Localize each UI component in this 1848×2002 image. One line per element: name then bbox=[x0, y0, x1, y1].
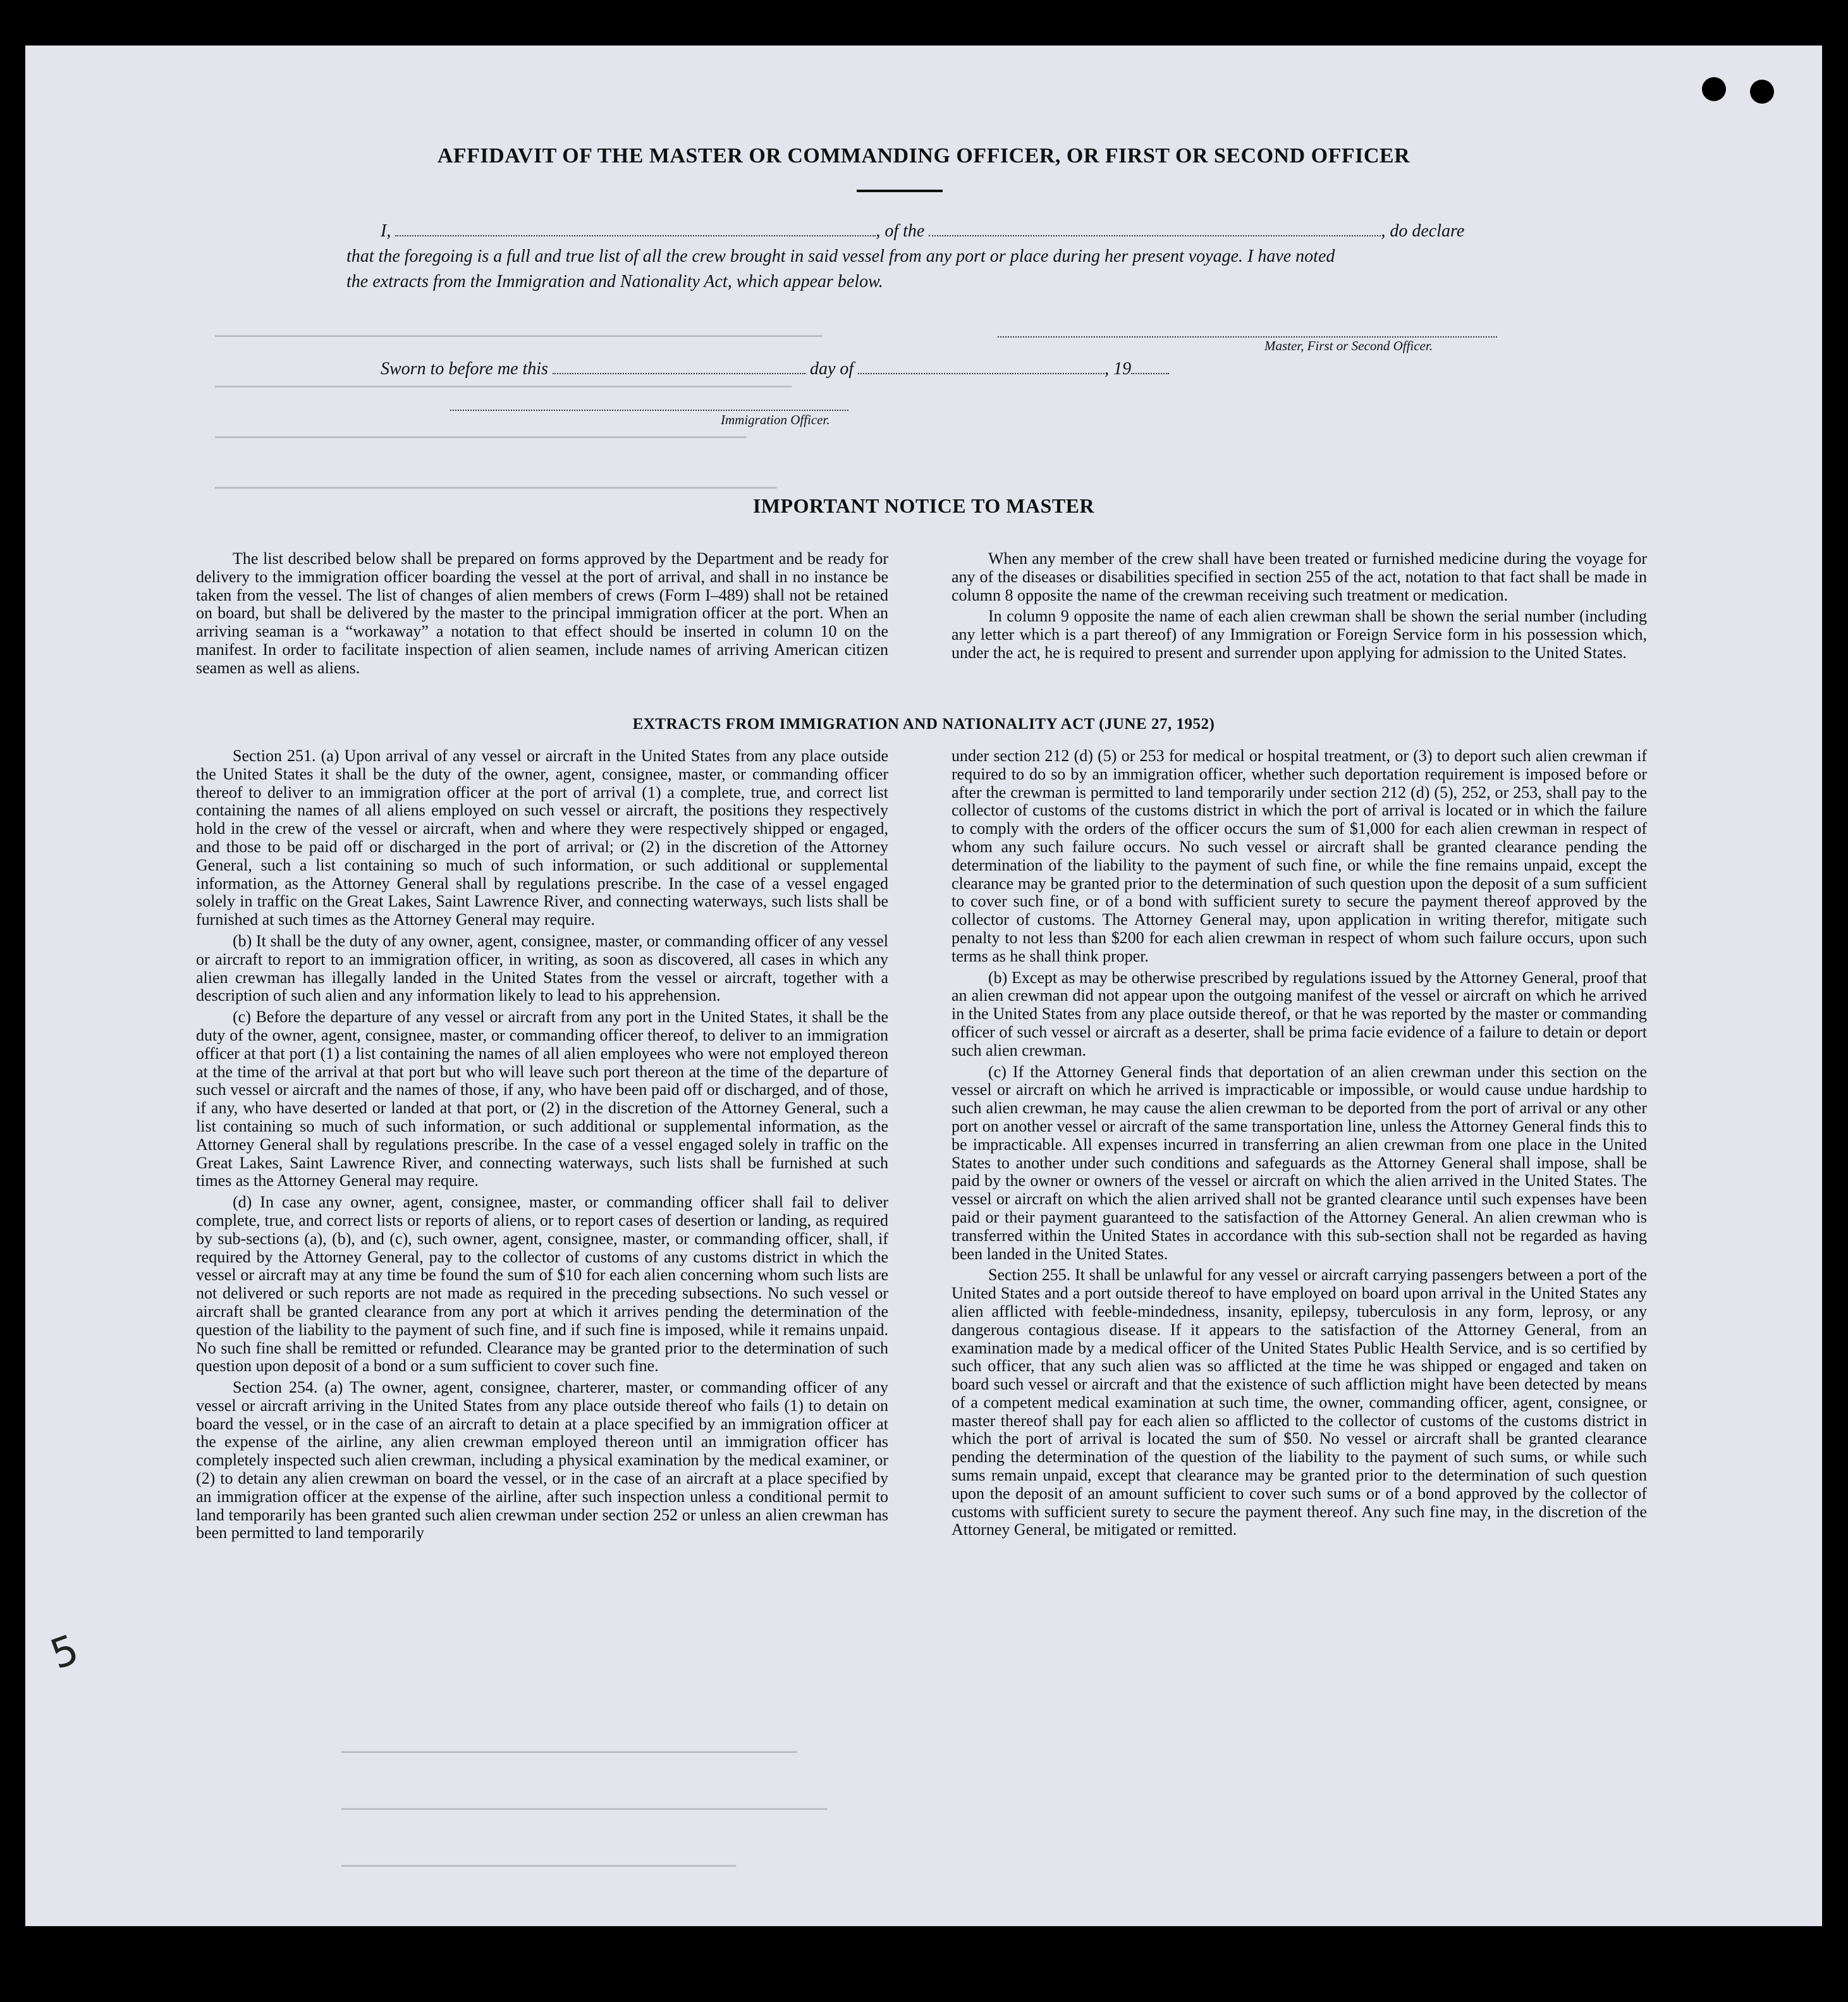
extract-paragraph: (d) In case any owner, agent, consignee, master, or commanding officer shall fail to deliver complete, true, and correct lists or reports of aliens, or to report cases of desertion or landing, as required by sub-sections (a), (b), and (c), such owner, agent, consignee, master, or commanding officer, shall, if required by the Attorney General, pay to the collector of customs of any customs district in which the vessel or aircraft may at any time be found the sum of $10 for each alien concerning whom such lists are not delivered or such reports are not made as required in the preceding subsections. No such vessel or aircraft shall be granted clearance from any port at which it arrives pending the determination of the question of the liability to the payment of such fine, and if such fine is imposed, while it remains unpaid. No such fine shall be remitted or refunded. Clearance may be granted prior to the determination of such question upon deposit of a bond or a sum sufficient to cover such fine. bbox=[196, 1193, 888, 1376]
notice-left-column bbox=[196, 550, 888, 681]
notice-title: IMPORTANT NOTICE TO MASTER bbox=[752, 494, 1095, 517]
sworn-year-blank[interactable] bbox=[1131, 360, 1169, 374]
notice-paragraph: In column 9 opposite the name of each alien crewman shall be shown the serial number (including any letter which is a part thereof) of any Immigration or Foreign Service form in his possession which, under the act, he is required to present and surrender upon applying for admission to the United States. bbox=[952, 607, 1647, 662]
declaration-text-3: the extracts from the Immigration and Nationality Act, which appear below. bbox=[346, 272, 883, 291]
notice-paragraph: The list described below shall be prepared on forms approved by the Department and be ready for delivery to the immigration officer boarding the vessel at the port of arrival, and shall in no instance be taken from the vessel. The list of changes of alien members of crews (Form I–489) shall not be retained on board, but shall be delivered by the master to the principal immigration officer at the port. When an arriving seaman is a “workaway” a notation to that effect should be inserted in column 10 on the manifest. In order to facilitate inspection of alien seamen, include names of arriving American citizen seamen as well as aliens. bbox=[196, 549, 888, 677]
declaration-text-2: that the foregoing is a full and true list of all the crew brought in said vessel from any port or place during her present voyage. I have noted bbox=[346, 247, 1335, 266]
punch-hole bbox=[1702, 77, 1726, 101]
document-page: ──────────────────────────────────────── ────────────────────────────────────── ─────────────────────────────────── ───────────────────────────────────── ────────────────────────────── ──────────────────────────────── ────────────────────────── AFFIDAVIT OF THE MASTER OR COMMANDING OFFICER, OR FIRST OR SECOND OFFICER I, , of the , do declare that the foregoing is a full and true list of all the crew brought in said vessel from any port or place during her present voyage. I have noted the extracts from the Immigration and Nationality Act, which appear below. Master, First or Second Officer. Sworn to before me this day of , 19 Immigration Officer. IMPORTANT NOTICE TO MASTER The list described below shall be prepared on forms approved by the Department and be ready for delivery to the immigration officer boarding the vessel at the port of arrival, and shall in no instance be taken from the vessel. The list of changes of alien members of crews (Form I–489) shall not be retained on board, but shall be delivered by the master to the principal immigration officer at the port. When an arriving seaman is a “workaway” a notation to that effect should be inserted in column 10 on the manifest. In order to facilitate inspection of alien seamen, include names of arriving American citizen seamen as well as aliens. When any member of the crew shall have been treated or furnished medicine during the voyage for any of the diseases or disabilities specified in section 255 of the act, notation to that fact shall be made in column 8 opposite the name of the crewman receiving such treatment or medication. In column 9 opposite the name of each alien crewman shall be shown the serial number (including any letter which is a part thereof) of any Immigration or Foreign Service form in his possession which, under the act, he is required to present and surrender upon applying for admission to the United States. EXTRACTS FROM IMMIGRATION AND NATIONALITY ACT (JUNE 27, 1952) Section 251. (a) Upon arrival of any vessel or aircraft in the United States from any place outside the United States it shall be the duty of the owner, agent, consignee, master, or commanding officer thereof to deliver to an immigration officer at the port of arrival (1) a complete, true, and correct list containing the names of all aliens employed on such vessel or aircraft, the positions they respectively hold in the crew of the vessel or aircraft, when and where they were respectively shipped or engaged, and those to be paid off or discharged in the port of arrival; or (2) in the discretion of the Attorney General, such a list containing so much of such information, or such additional or supplemental information, as the Attorney General shall by regulations prescribe. In the case of a vessel engaged solely in traffic on the Great Lakes, Saint Lawrence River, and connecting waterways, such lists shall be furnished at such times as the Attorney General may require. (b) It shall be the duty of any owner, agent, consignee, master, or commanding officer of any vessel or aircraft to report to an immigration officer, in writing, as soon as discovered, all cases in which any alien crewman has illegally landed in the United States from the vessel or aircraft, together with a description of such alien and any information likely to lead to his apprehension. (c) Before the departure of any vessel or aircraft from any port in the United States, it shall be the duty of the owner, agent, consignee, master, or commanding officer thereof, to deliver to an immigration officer at that port (1) a list containing the names of all alien employees who were not employed thereon at the time of the arrival at that port but who will leave such port thereon at the time of the departure of such vessel or aircraft and the names of those, if any, who have been paid off or discharged, and of those, if any, who have deserted or landed at that port, or (2) in the discretion of the Attorney General, such a list containing so much of such information, or such additional or supplemental information, as the Attorney General shall by regulations prescribe. In the case of a vessel engaged solely in traffic on the Great Lakes, Saint Lawrence River, and connecting waterways, such lists shall be furnished at such times as the Attorney General may require. (d) In case any owner, agent, consignee, master, or commanding officer shall fail to deliver complete, true, and correct lists or reports of aliens, or to report cases of desertion or landing, as required by sub-sections (a), (b), and (c), such owner, agent, consignee, master, or commanding officer, shall, if required by the Attorney General, pay to the collector of customs of any customs district in which the vessel or aircraft may at any time be found the sum of $10 for each alien concerning whom such lists are not delivered or such reports are not made as required in the preceding subsections. No such vessel or aircraft shall be granted clearance from any port at which it arrives pending the determination of the question of the liability to the payment of such fine, and if such fine is imposed, while it remains unpaid. No such fine shall be remitted or refunded. Clearance may be granted prior to the determination of such question upon deposit of a bond or a sum sufficient to cover such fine. Section 254. (a) The owner, agent, consignee, charterer, master, or commanding officer of any vessel or aircraft arriving in the United States from any place outside thereof who fails (1) to detain on board the vessel, or in the case of an aircraft to detain at a place specified by an immigration officer at the expense of the airline, any alien crewman employed thereon until an immigration officer has completely inspected such alien crewman, including a physical examination by the medical examiner, or (2) to detain any alien crewman on board the vessel, or in the case of an aircraft at a place specified by an immigration officer at the expense of the airline, after such inspection unless a conditional permit to land temporarily has been granted such alien crewman under section 252 or unless an alien crewman has been permitted to land temporarily under section 212 (d) (5) or 253 for medical or hospital treatment, or (3) to deport such alien crewman if required to do so by an immigration officer, whether such deportation requirement is imposed before or after the crewman is permitted to land temporarily under section 212 (d) (5), 252, or 253, shall pay to the collector of customs of the customs district in which the port of arrival is located or in which the failure to comply with the orders of the officer occurs the sum of $1,000 for each alien crewman in respect of whom any such failure occurs. No such vessel or aircraft shall be granted clearance pending the determination of the liability to the payment of such fine, or while the fine remains unpaid, except the clearance may be granted prior to the determination of such question upon the deposit of a sum sufficient to cover such fine, or of a bond with sufficient surety to secure the payment thereof approved by the collector of customs. The Attorney General may, upon application in writing therefor, mitigate such penalty to not less than $200 for each alien crewman in respect of whom such failure occurs, upon such terms as he shall think proper. (b) Except as may be otherwise prescribed by regulations issued by the Attorney General, proof that an alien crewman did not appear upon the outgoing manifest of the vessel or aircraft on which he arrived in the United States from any place outside thereof, or that he was reported by the master or commanding officer of such vessel or aircraft as a deserter, shall be prima facie evidence of a failure to detain or deport such alien crewman. (c) If the Attorney General finds that deportation of an alien crewman under this section on the vessel or aircraft on which he arrived is impracticable or impossible, or would cause undue hardship to such alien crewman, he may cause the alien crewman to be deported from the port of arrival or any other port on another vessel or aircraft of the same transportation line, unless the Attorney General finds this to be impracticable. All expenses incurred in transferring an alien crewman from one place in the United States to another under such conditions and safeguards as the Attorney General shall impose, shall be paid by the owner or owners of the vessel or aircraft on which the alien arrived in the United States. The vessel or aircraft on which the alien arrived shall not be granted clearance until such expenses have been paid or their payment guaranteed to the satisfaction of the Attorney General. An alien crewman who is transferred within the United States in accordance with this sub-section shall not be regarded as having been landed in the United States. Section 255. It shall be unlawful for any vessel or aircraft carrying passengers between a port of the United States and a port outside thereof to have employed on board upon arrival in the United States any alien afflicted with feeble-mindedness, insanity, epilepsy, tuberculosis in any form, leprosy, or any dangerous contagious disease. If it appears to the satisfaction of the Attorney General, from an examination made by a medical officer of the United States Public Health Service, and is so certified by such officer, that any such alien was so afflicted at the time he was shipped or engaged and taken on board such vessel or aircraft and that the existence of such affliction might have been detected by means of a competent medical examination at such time, the owner, commanding officer, agent, consignee, or master thereof shall pay for each alien so afflicted to the collector of customs of the customs district in which the port of arrival is located the sum of $50. No vessel or aircraft shall be granted clearance pending the determination of the question of the liability to the payment of such sums, or while such sums remain unpaid, except that clearance may be granted prior to the determination of such question upon the deposit of an amount sufficient to cover such sums or of a bond approved by the collector of customs with sufficient surety to secure the payment thereof. Any such fine may, in the discretion of the Attorney General, be mitigated or remitted. 5 bbox=[25, 46, 1822, 1926]
affidavit-title: AFFIDAVIT OF THE MASTER OR COMMANDING OFFICER, OR FIRST OR SECOND OFFICER bbox=[437, 144, 1410, 168]
punch-hole bbox=[1750, 80, 1774, 104]
sworn-text: Sworn to before me this bbox=[381, 359, 548, 379]
extract-paragraph: Section 251. (a) Upon arrival of any vessel or aircraft in the United States from any place outside the United States it shall be the duty of the owner, agent, consignee, master, or commanding officer thereof to deliver to an immigration officer at the port of arrival (1) a complete, true, and correct list containing the names of all aliens employed on such vessel or aircraft, the positions they respectively hold in the crew of the vessel or aircraft, when and where they were respectively shipped or engaged, and those to be paid off or discharged in the port of arrival; or (2) in the discretion of the Attorney General, such a list containing so much of such information, or such additional or supplemental information, as the Attorney General shall by regulations prescribe. In the case of a vessel engaged solely in traffic on the Great Lakes, Saint Lawrence River, and connecting waterways, such lists shall be furnished at such times as the Attorney General may require. bbox=[196, 747, 888, 929]
extract-paragraph: Section 254. (a) The owner, agent, consignee, charterer, master, or commanding officer of any vessel or aircraft arriving in the United States from any place outside thereof who fails (1) to detain on board the vessel, or in the case of an aircraft to detain at a place specified by an immigration officer at the expense of the airline, any alien crewman employed thereon until an immigration officer has completely inspected such alien crewman, including a physical examination by the medical examiner, or (2) to detain any alien crewman on board the vessel, or in the case of an aircraft at a place specified by an immigration officer at the expense of the airline, after such inspection unless a conditional permit to land temporarily has been granted such alien crewman under section 252 or unless an alien crewman has been permitted to land temporarily bbox=[196, 1378, 888, 1542]
declaration-line bbox=[381, 221, 1464, 241]
sworn-day-blank[interactable] bbox=[553, 360, 805, 374]
declarant-prefix: I, bbox=[381, 221, 391, 241]
extract-paragraph: under section 212 (d) (5) or 253 for medical or hospital treatment, or (3) to deport such alien crewman if required to do so by an immigration officer, whether such deportation requirement is imposed before or after the crewman is permitted to land temporarily under section 212 (d) (5), 252, or 253, shall pay to the collector of customs of the customs district in which the port of arrival is located or in which the failure to comply with the orders of the officer occurs the sum of $1,000 for each alien crewman in respect of whom any such failure occurs. No such vessel or aircraft shall be granted clearance pending the determination of the liability to the payment of such fine, or while the fine remains unpaid, except the clearance may be granted prior to the determination of such question upon the deposit of a sum sufficient to cover such fine, or of a bond with sufficient surety to secure the payment thereof approved by the collector of customs. The Attorney General may, upon application in writing therefor, mitigate such penalty to not less than $200 for each alien crewman in respect of whom such failure occurs, upon such terms as he shall think proper. bbox=[952, 747, 1647, 965]
extract-paragraph: (b) It shall be the duty of any owner, agent, consignee, master, or commanding officer of any vessel or aircraft to report to an immigration officer, in writing, as soon as discovered, all cases in which any alien crewman has illegally landed in the United States from the vessel or aircraft, together with a description of such alien and any information likely to lead to his apprehension. bbox=[196, 931, 888, 1005]
extract-paragraph: (b) Except as may be otherwise prescribed by regulations issued by the Attorney General, proof that an alien crewman did not appear upon the outgoing manifest of the vessel or aircraft on which he arrived in the United States from any place outside thereof, or that he was reported by the master or commanding officer of such vessel or aircraft as a deserter, shall be prima facie evidence of a failure to detain or deport such alien crewman. bbox=[952, 968, 1647, 1059]
year-prefix-text: , 19 bbox=[1105, 359, 1132, 379]
of-the-text: , of the bbox=[876, 221, 925, 241]
declarant-name-blank[interactable] bbox=[395, 223, 876, 236]
vessel-name-blank[interactable] bbox=[929, 223, 1381, 236]
title-rule bbox=[857, 190, 943, 192]
handwritten-margin-mark: 5 bbox=[44, 1626, 85, 1679]
extract-paragraph: (c) Before the departure of any vessel or aircraft from any port in the United States, it shall be the duty of the owner, agent, consignee, master, or commanding officer thereof, to deliver to an immigration officer at that port (1) a list containing the names of all alien employees who were not employed thereon at the time of the arrival at that port but who will leave such port thereon at the time of the departure of such vessel or aircraft and the names of those, if any, who have been paid off or discharged, and of those, if any, who have deserted or landed at that port, or (2) in the discretion of the Attorney General, such a list containing so much of such information, or such additional or supplemental information, as the Attorney General shall by regulations prescribe. In the case of a vessel engaged solely in traffic on the Great Lakes, Saint Lawrence River, and connecting waterways, such lists shall be furnished at such times as the Attorney General may require. bbox=[196, 1008, 888, 1190]
extract-paragraph: (c) If the Attorney General finds that deportation of an alien crewman under this section on the vessel or aircraft on which he arrived is impracticable or impossible, or would cause undue hardship to such alien crewman, he may cause the alien crewman to be deported from the port of arrival or any other port on another vessel or aircraft of the same transportation line, unless the Attorney General finds this to be impracticable. All expenses incurred in transferring an alien crewman from one place in the United States to another under such conditions and safeguards as the Attorney General shall impose, shall be paid by the owner or owners of the vessel or aircraft on which the alien arrived in the United States. The vessel or aircraft on which the alien arrived shall not be granted clearance until such expenses have been paid or their payment guaranteed to the satisfaction of the Attorney General. An alien crewman who is transferred within the United States in accordance with this sub-section shall not be regarded as having been landed in the United States. bbox=[952, 1062, 1647, 1263]
notice-paragraph: When any member of the crew shall have been treated or furnished medicine during the voyage for any of the diseases or disabilities specified in section 255 of the act, notation to that fact shall be made in column 8 opposite the name of the crewman receiving such treatment or medication. bbox=[952, 549, 1647, 604]
immigration-officer-signature-line[interactable] bbox=[450, 410, 848, 411]
sworn-month-blank[interactable] bbox=[858, 360, 1105, 374]
notice-right-column bbox=[952, 550, 1647, 666]
do-declare-text: , do declare bbox=[1381, 221, 1465, 241]
master-signature-caption: Master, First or Second Officer. bbox=[1264, 338, 1433, 353]
extracts-title: EXTRACTS FROM IMMIGRATION AND NATIONALITY ACT (JUNE 27, 1952) bbox=[632, 716, 1215, 733]
day-of-text: day of bbox=[809, 359, 854, 379]
extract-paragraph: Section 255. It shall be unlawful for any vessel or aircraft carrying passengers between a port of the United States and a port outside thereof to have employed on board upon arrival in the United States any alien afflicted with feeble-mindedness, insanity, epilepsy, tuberculosis in any form, leprosy, or any dangerous contagious disease. If it appears to the satisfaction of the Attorney General, from an examination made by a medical officer of the United States Public Health Service, and is so certified by such officer, that any such alien was so afflicted at the time he was shipped or engaged and taken on board such vessel or aircraft and that the existence of such affliction might have been detected by means of a competent medical examination at such time, the owner, commanding officer, agent, consignee, or master thereof shall pay for each alien so afflicted to the collector of customs of the customs district in which the port of arrival is located the sum of $50. No vessel or aircraft shall be granted clearance pending the determination of the question of the liability to the payment of such sums, or while such sums remain unpaid, except that clearance may be granted prior to the determination of such question upon the deposit of an amount sufficient to cover such sums or of a bond approved by the collector of customs with sufficient surety to secure the payment thereof. Any such fine may, in the discretion of the Attorney General, be mitigated or remitted. bbox=[952, 1266, 1647, 1539]
extracts-left-column bbox=[196, 747, 888, 1546]
extracts-right-column bbox=[952, 747, 1647, 1542]
sworn-line bbox=[381, 359, 1169, 379]
master-signature-line[interactable] bbox=[998, 336, 1497, 338]
immigration-officer-caption: Immigration Officer. bbox=[721, 412, 830, 427]
